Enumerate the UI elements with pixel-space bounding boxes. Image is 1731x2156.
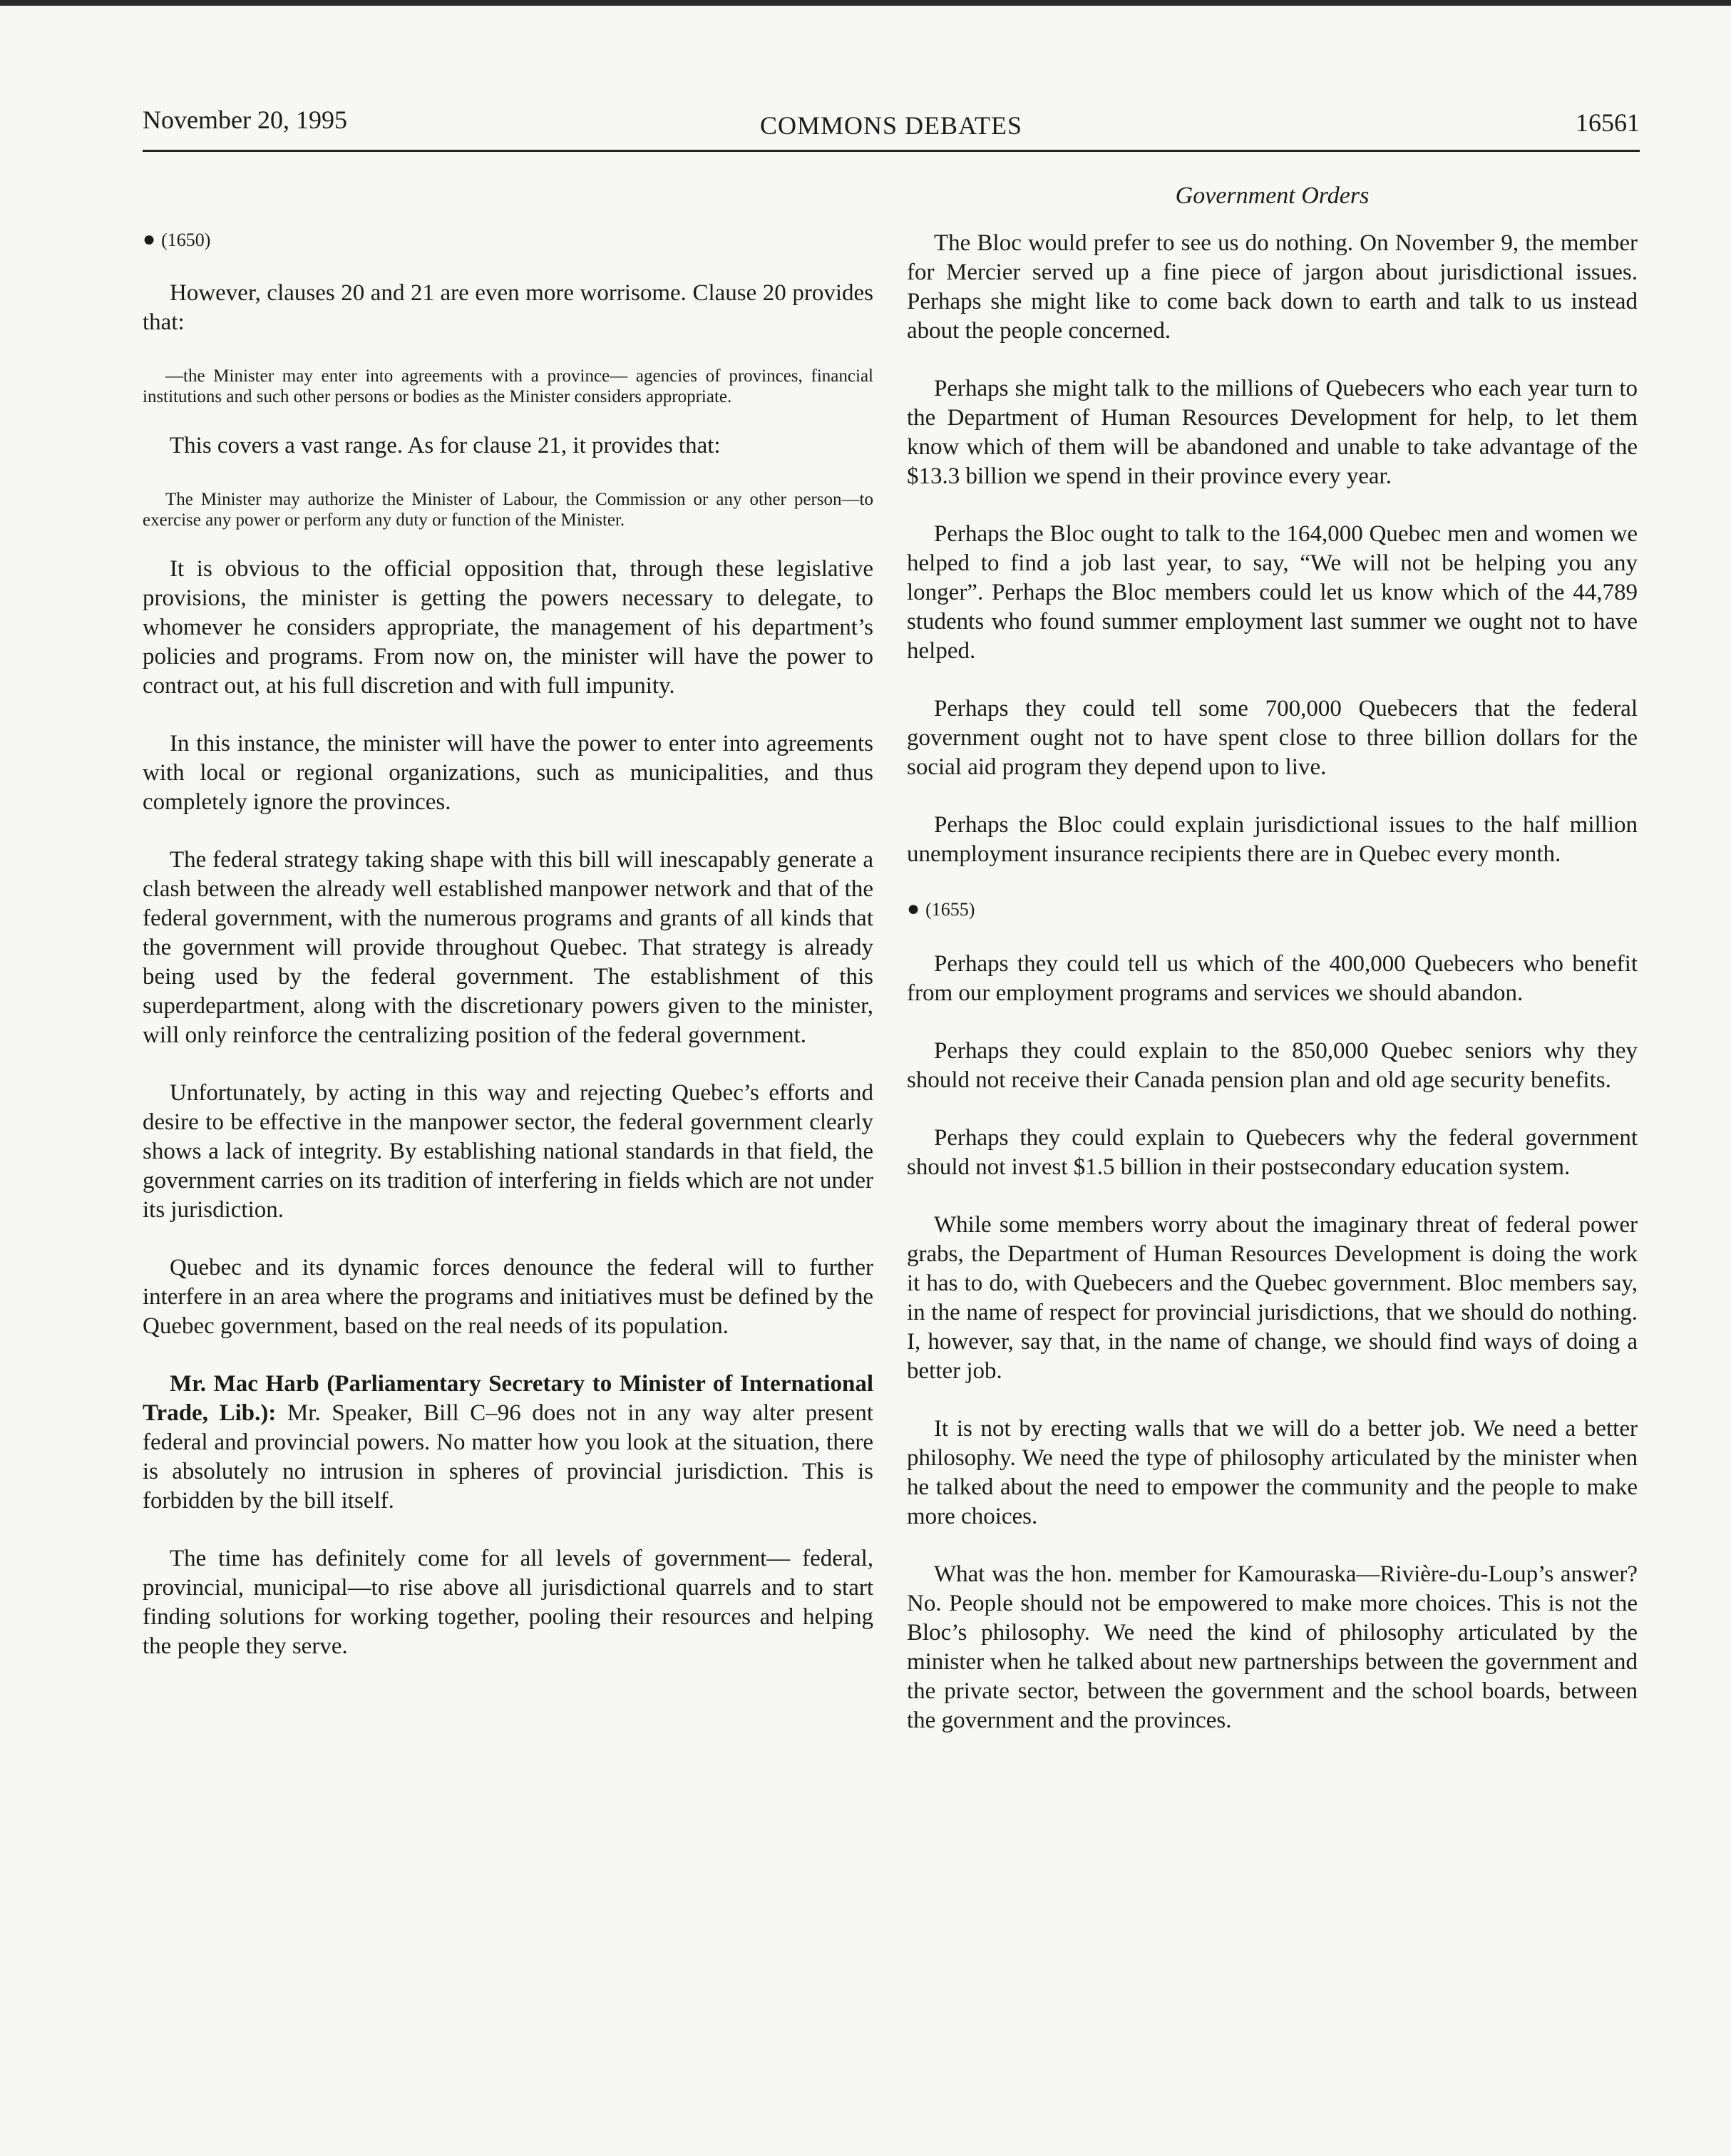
paragraph: Perhaps they could explain to the 850,000 Quebec seniors why they should not receive their Canada pension plan and old age security benefits.	[907, 1038, 1638, 1093]
right-column	[907, 171, 1638, 1764]
bullet-icon: ●	[907, 897, 920, 920]
paragraph: Perhaps the Bloc ought to talk to the 164,000 Quebec men and women we helped to find a job last year, to say, “We will not be helping you any longer”. Perhaps the Bloc members could let us know which of the 44,789 students who found summer employment last summer we ought not to have helped.	[907, 521, 1638, 664]
time-stamp	[907, 898, 1638, 921]
paragraph: Quebec and its dynamic forces denounce the federal will to further interfere in an area where the programs and initiatives must be defined by the Quebec government, based on the real needs of its population.	[143, 1255, 873, 1339]
paragraph: What was the hon. member for Kamouraska—Rivière-du-Loup’s answer? No. People should not be empowered to make more choices. This is not the Bloc’s philosophy. We need the kind of philosophy articulated by the minister when he talked about new partnerships between the government and the private sector, between the government and the school boards, between the government and the provinces.	[907, 1561, 1638, 1733]
paragraph: In this instance, the minister will have the power to enter into agreements with local or regional organizations, such as municipalities, and thus completely ignore the provinces.	[143, 731, 873, 815]
quoted-clause: —the Minister may enter into agreements with a province— agencies of provinces, financial institutions and such other persons or bodies as the Minister considers appropriate.	[143, 366, 873, 406]
header-page-number: 16561	[1576, 108, 1640, 137]
paragraph: Perhaps she might talk to the millions of Quebecers who each year turn to the Department of Human Resources Development for help, to let them know which of them will be abandoned and unable to take advantage of the $13.3 billion we spend in their province every year.	[907, 376, 1638, 489]
paragraph: Unfortunately, by acting in this way and rejecting Quebec’s efforts and desire to be effective in the manpower sector, the federal government clearly shows a lack of integrity. By establishing national standards in that field, the government carries on its tradition of interfering in fields which are not under its jurisdiction.	[143, 1080, 873, 1223]
paragraph: However, clauses 20 and 21 are even more worrisome. Clause 20 provides that:	[143, 280, 873, 335]
paragraph: Perhaps the Bloc could explain jurisdictional issues to the half million unemployment insurance recipients there are in Quebec every month.	[907, 812, 1638, 867]
paragraph: It is not by erecting walls that we will do a better job. We need a better philosophy. We need the type of philosophy articulated by the minister when he talked about the need to empower the community and the people to make more choices.	[907, 1416, 1638, 1529]
paragraph: This covers a vast range. As for clause 21, it provides that:	[170, 433, 721, 458]
header-title: COMMONS DEBATES	[759, 111, 1023, 140]
header-date: November 20, 1995	[143, 106, 347, 134]
left-column	[143, 171, 873, 1690]
paragraph: Perhaps they could explain to Quebecers why the federal government should not invest $1.5 billion in their postsecondary education system.	[907, 1125, 1638, 1180]
quoted-clause: The Minister may authorize the Minister of Labour, the Commission or any other person—to exercise any power or perform any duty or function of the Minister.	[143, 490, 873, 530]
time-stamp	[143, 228, 873, 252]
time-stamp-text: (1655)	[925, 899, 975, 920]
paragraph: It is obvious to the official opposition that, through these legislative provisions, the minister is getting the powers necessary to delegate, to whomever he considers appropriate, the management of his department’s policies and programs. From now on, the minister will have the power to contract out, at his full discretion and with full impunity.	[143, 556, 873, 699]
speech-text: Mr. Speaker, Bill C–96 does not in any way alter present federal and provincial powers. No matter how you look at the situation, there is absolutely no intrusion in spheres of provincial jurisdiction. This is forbidden by the bill itself.	[143, 1400, 873, 1514]
speaker-paragraph	[143, 1370, 873, 1516]
paragraph: The federal strategy taking shape with this bill will inescapably generate a clash between the already well established manpower network and that of the federal government, with the numerous programs and grants of all kinds that the government will provide throughout Quebec. That strategy is already being used by the federal government. The establishment of this superdepartment, along with the discretionary powers given to the minister, will only reinforce the centralizing position of the federal government.	[143, 847, 873, 1048]
time-stamp-text: (1650)	[161, 230, 211, 250]
paragraph: Perhaps they could tell us which of the 400,000 Quebecers who benefit from our employment programs and services we should abandon.	[907, 951, 1638, 1006]
page-header	[143, 104, 1640, 147]
scan-top-edge	[0, 0, 1731, 6]
section-title: Government Orders	[1175, 183, 1370, 209]
paragraph: The time has definitely come for all levels of government— federal, provincial, municipal—to rise above all jurisdictional quarrels and to start finding solutions for working together, pooling their resources and helping the people they serve.	[143, 1546, 873, 1659]
speaker-name: Mr. Mac Harb (Parliamentary Secretary to Minister of International Trade, Lib.):	[143, 1371, 873, 1426]
paragraph: The Bloc would prefer to see us do nothing. On November 9, the member for Mercier served up a fine piece of jargon about jurisdictional issues. Perhaps she might like to come back down to earth and talk to us instead about the people concerned.	[907, 230, 1638, 344]
paragraph: While some members worry about the imaginary threat of federal power grabs, the Department of Human Resources Development is doing the work it has to do, with Quebecers and the Quebec government. Bloc members say, in the name of respect for provincial jurisdictions, that we should do nothing. I, however, say that, in the name of change, we should find ways of doing a better job.	[907, 1212, 1638, 1384]
bullet-icon: ●	[143, 227, 156, 251]
header-rule	[143, 150, 1640, 152]
paragraph: Perhaps they could tell some 700,000 Quebecers that the federal government ought not to have spent close to three billion dollars for the social aid program they depend upon to live.	[907, 696, 1638, 780]
